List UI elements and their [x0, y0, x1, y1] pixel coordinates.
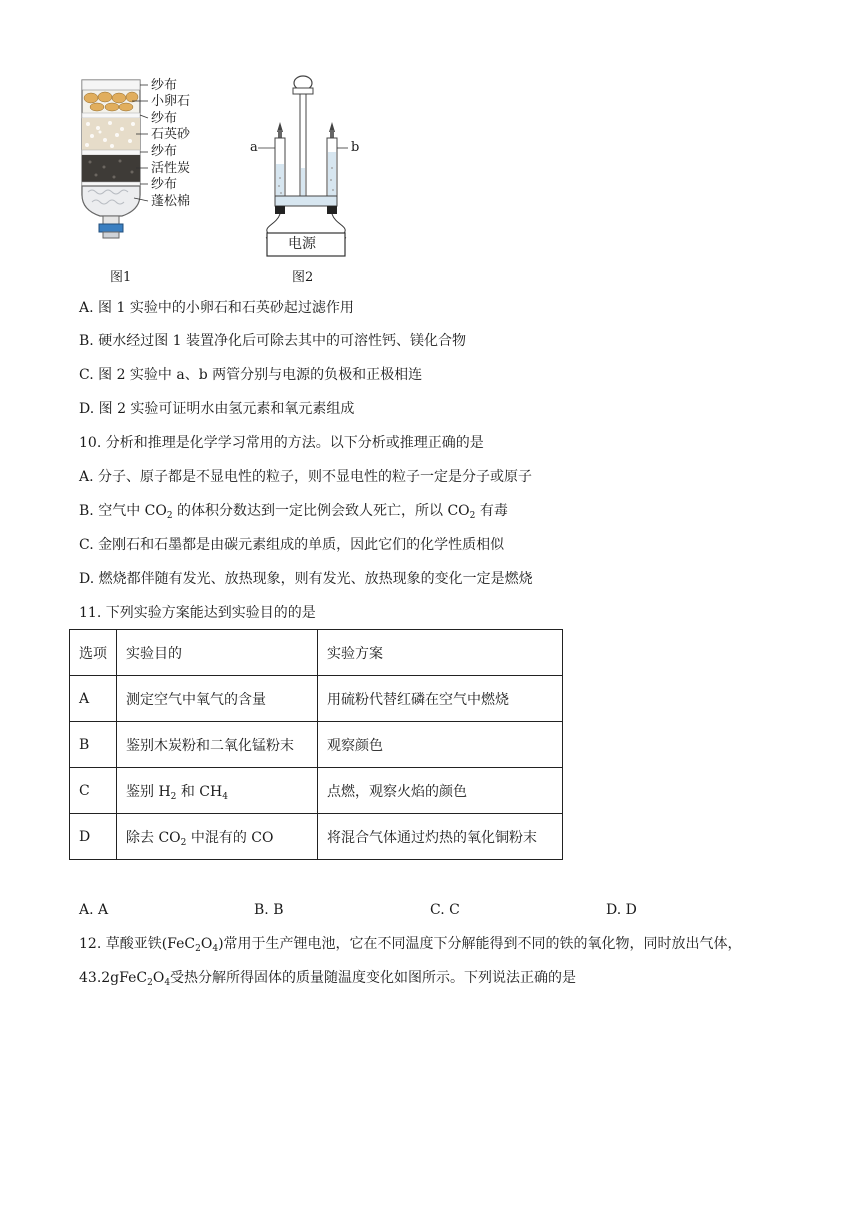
tube-b-label: b [351, 140, 360, 155]
table-row [70, 768, 563, 814]
table-cell: C [70, 768, 117, 814]
table-row [70, 722, 563, 768]
figure1-caption: 图1 [110, 270, 132, 285]
table-row [70, 676, 563, 722]
layer-label: 石英砂 [151, 127, 191, 142]
q11-answer-c: C. C [430, 902, 460, 918]
q10-option-a: A. 分子、原子都是不显电性的粒子，则不显电性的粒子一定是分子或原子 [79, 469, 533, 485]
table-cell: 鉴别 $H_2$ 和 $CH_4$ [117, 768, 318, 814]
layer-label: 蓬松棉 [151, 194, 191, 209]
electrolysis-diagram [258, 76, 348, 256]
table-cell: A [70, 676, 117, 722]
q9-option-b: B. 硬水经过图 1 装置净化后可除去其中的可溶性钙、镁化合物 [79, 333, 466, 349]
apparatus-drawings [70, 68, 370, 288]
q9-option-c: C. 图 2 实验中 a、b 两管分别与电源的负极和正极相连 [79, 367, 423, 383]
table-cell: 用硫粉代替红磷在空气中燃烧 [318, 676, 563, 722]
q10-option-d: D. 燃烧都伴随有发光、放热现象，则有发光、放热现象的变化一定是燃烧 [79, 571, 533, 587]
table-cell: 测定空气中氧气的含量 [117, 676, 318, 722]
table-cell: D [70, 814, 117, 860]
figure2-caption: 图2 [292, 270, 314, 285]
table-row [70, 814, 563, 860]
table-header-row [70, 630, 563, 676]
layer-label: 纱布 [151, 111, 178, 126]
table-cell: 点燃，观察火焰的颜色 [318, 768, 563, 814]
tube-a-label: a [250, 140, 258, 155]
header-cell: 选项 [70, 630, 117, 676]
q10-option-c: C. 金刚石和石墨都是由碳元素组成的单质，因此它们的化学性质相似 [79, 537, 505, 553]
table-cell: 鉴别木炭粉和二氧化锰粉末 [117, 722, 318, 768]
q10-stem: 10. 分析和推理是化学学习常用的方法。以下分析或推理正确的是 [79, 435, 484, 451]
header-cell: 实验目的 [117, 630, 318, 676]
table-cell: 除去 $CO_2$ 中混有的 CO [117, 814, 318, 860]
q11-table [69, 629, 563, 860]
q11-answer-d: D. D [606, 902, 637, 918]
layer-label: 纱布 [151, 144, 178, 159]
figures-area [70, 68, 370, 288]
water-filter-diagram [82, 80, 148, 238]
layer-label: 小卵石 [151, 94, 191, 109]
layer-label: 纱布 [151, 177, 178, 192]
q11-stem: 11. 下列实验方案能达到实验目的的是 [79, 605, 316, 621]
q11-answer-b: B. B [254, 902, 284, 918]
q10-option-b: B. 空气中 $CO_2$ 的体积分数达到一定比例会致人死亡，所以 $CO_2$ 有毒 [79, 503, 508, 521]
power-source-label: 电源 [288, 236, 316, 252]
table-cell: 将混合气体通过灼热的氧化铜粉末 [318, 814, 563, 860]
q12-stem-line2: $43.2gFeC_2O_4$受热分解所得固体的质量随温度变化如图所示。下列说法正确的是 [79, 970, 577, 988]
table-cell: 观察颜色 [318, 722, 563, 768]
q11-answer-a: A. A [79, 902, 109, 918]
q9-option-a: A. 图 1 实验中的小卵石和石英砂起过滤作用 [79, 300, 354, 316]
layer-label: 纱布 [151, 78, 178, 93]
q12-stem-line1: 12. 草酸亚铁$(FeC_2O_4)$常用于生产锂电池，它在不同温度下分解能得到不同的铁的氧化物，同时放出气体， [79, 936, 742, 954]
q9-option-d: D. 图 2 实验可证明水由氢元素和氧元素组成 [79, 401, 355, 417]
layer-label: 活性炭 [151, 161, 191, 176]
header-cell: 实验方案 [318, 630, 563, 676]
table-cell: B [70, 722, 117, 768]
